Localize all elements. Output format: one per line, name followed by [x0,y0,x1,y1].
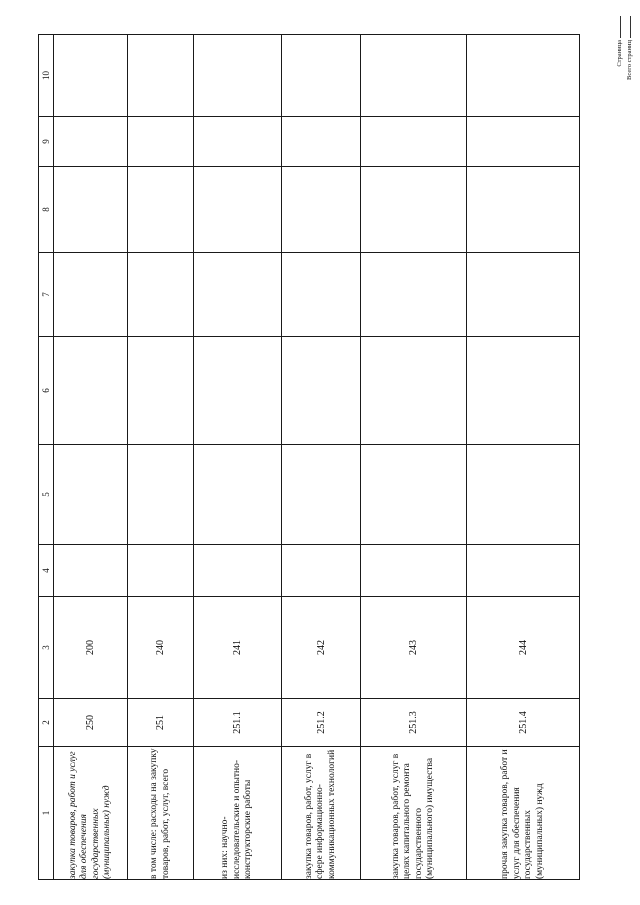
row-label: из них: научно-исследовательские и опытно-конструкторские работы [194,747,282,880]
table-row [467,35,580,880]
page-footer [614,16,638,126]
cell-col8 [54,167,128,253]
cell-col5 [54,445,128,545]
page-number-line [614,16,624,126]
cell-col10 [54,35,128,117]
cell-col4 [361,545,467,597]
table-row [361,35,467,880]
cell-col4 [467,545,580,597]
column-header-1: 1 [39,747,54,880]
cell-col6 [282,337,361,445]
expenditure-table [38,34,580,880]
cell-col5 [282,445,361,545]
cell-col9 [194,117,282,167]
cell-col9 [467,117,580,167]
cell-col10 [467,35,580,117]
column-header-3: 3 [39,597,54,699]
cell-col4 [282,545,361,597]
column-header-2: 2 [39,699,54,747]
row-line-code: 250 [54,699,128,747]
table-row [54,35,128,880]
cell-col7 [282,253,361,337]
row-budget-code: 243 [361,597,467,699]
cell-col9 [282,117,361,167]
cell-col7 [361,253,467,337]
cell-col10 [282,35,361,117]
rotated-table-sheet [38,35,578,880]
cell-col7 [194,253,282,337]
row-budget-code: 241 [194,597,282,699]
column-header-4: 4 [39,545,54,597]
cell-col6 [194,337,282,445]
cell-col4 [54,545,128,597]
cell-col5 [128,445,194,545]
total-pages-label: Всего страниц [626,40,633,80]
row-budget-code: 244 [467,597,580,699]
cell-col8 [128,167,194,253]
cell-col8 [361,167,467,253]
cell-col6 [361,337,467,445]
page-label: Страница [616,40,623,67]
column-header-8: 8 [39,167,54,253]
cell-col10 [194,35,282,117]
cell-col7 [54,253,128,337]
row-label: закупка товаров, работ, услуг в сфере информационно-коммуникационных технологий [282,747,361,880]
column-header-10: 10 [39,35,54,117]
row-budget-code: 240 [128,597,194,699]
cell-col5 [194,445,282,545]
cell-col4 [194,545,282,597]
cell-col7 [128,253,194,337]
cell-col6 [128,337,194,445]
cell-col10 [361,35,467,117]
row-budget-code: 242 [282,597,361,699]
page-number-blank [614,16,621,38]
total-pages-blank [624,16,631,38]
row-line-code: 251.2 [282,699,361,747]
total-pages-line [624,16,634,126]
table-row [128,35,194,880]
table-row [194,35,282,880]
table-row [282,35,361,880]
column-header-6: 6 [39,337,54,445]
row-label: закупка товаров, работ и услуг для обеспечения государственных (муниципальных) нужд [54,747,128,880]
cell-col6 [54,337,128,445]
cell-col6 [467,337,580,445]
row-line-code: 251.3 [361,699,467,747]
cell-col9 [128,117,194,167]
column-header-5: 5 [39,445,54,545]
cell-col8 [282,167,361,253]
column-header-9: 9 [39,117,54,167]
cell-col5 [361,445,467,545]
cell-col9 [361,117,467,167]
row-label: закупка товаров, работ, услуг в целях капитального ремонта государственного (муниципального) имущества [361,747,467,880]
cell-col7 [467,253,580,337]
cell-col9 [54,117,128,167]
row-line-code: 251.1 [194,699,282,747]
cell-col8 [467,167,580,253]
cell-col4 [128,545,194,597]
row-label: прочая закупка товаров, работ и услуг для обеспечения государственных (муниципальных) нужд [467,747,580,880]
column-header-7: 7 [39,253,54,337]
row-line-code: 251 [128,699,194,747]
cell-col5 [467,445,580,545]
row-label: в том числе: расходы на закупку товаров, работ, услуг, всего [128,747,194,880]
cell-col8 [194,167,282,253]
column-number-row [39,35,54,880]
row-line-code: 251.4 [467,699,580,747]
row-budget-code: 200 [54,597,128,699]
cell-col10 [128,35,194,117]
